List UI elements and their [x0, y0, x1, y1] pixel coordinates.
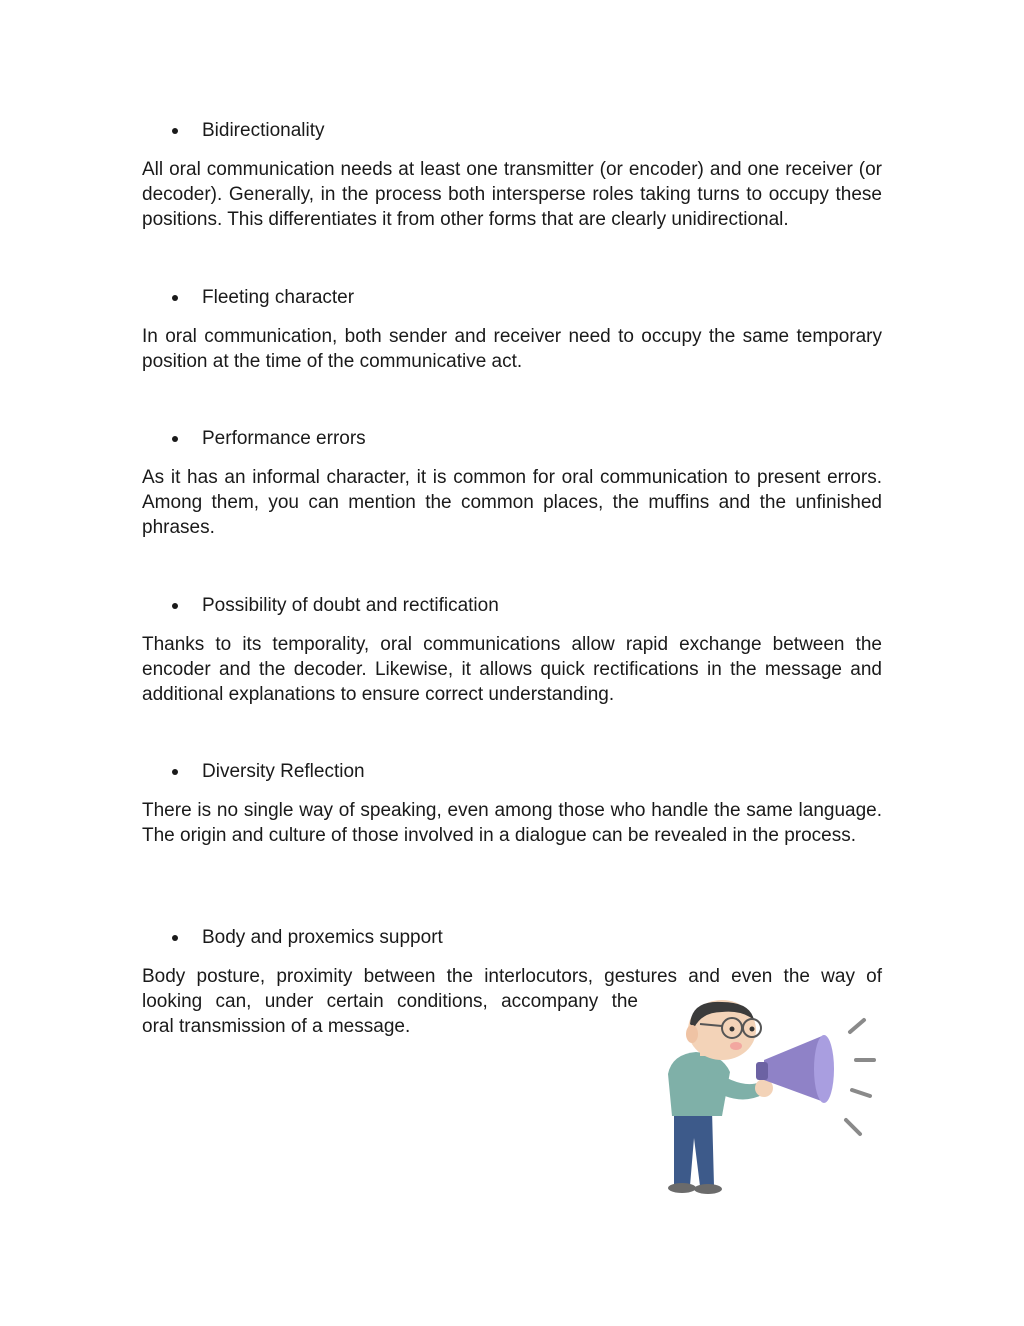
section-paragraph-line-2: looking can, under certain conditions, accompany the	[142, 991, 638, 1012]
section-heading: Diversity Reflection	[202, 761, 365, 782]
bullet-icon	[172, 436, 178, 442]
section-paragraph: There is no single way of speaking, even among those who handle the same language. The origin and culture of those involved in a dialogue can be revealed in the process.	[142, 800, 882, 846]
bullet-icon	[172, 128, 178, 134]
section-heading: Fleeting character	[202, 287, 355, 308]
man-with-megaphone-icon	[652, 998, 892, 1198]
sound-lines-icon	[846, 1020, 874, 1134]
section-paragraph-line-3: oral transmission of a message.	[142, 1016, 411, 1037]
section-doubt-rectification	[142, 593, 882, 707]
section-paragraph: In oral communication, both sender and receiver need to occupy the same temporary position at the time of the communicative act.	[142, 326, 882, 372]
section-heading: Bidirectionality	[202, 120, 325, 141]
section-fleeting-character	[142, 285, 882, 374]
bullet-icon	[172, 603, 178, 609]
bullet-icon	[172, 935, 178, 941]
section-paragraph-line-1: Body posture, proximity between the interlocutors, gestures and even the way of	[142, 966, 882, 987]
section-paragraph: Thanks to its temporality, oral communications allow rapid exchange between the encoder and the decoder. Likewise, it allows quick rectifications in the message and additional explanations to ensure correct understanding.	[142, 634, 882, 705]
bullet-item	[142, 426, 882, 452]
bullet-item	[142, 285, 882, 311]
section-paragraph: As it has an informal character, it is common for oral communication to present errors. Among them, you can mention the common places, the muffins and the unfinished phrases.	[142, 467, 882, 538]
section-bidirectionality	[142, 118, 882, 232]
section-performance-errors	[142, 426, 882, 540]
bullet-item	[142, 925, 882, 951]
section-heading: Body and proxemics support	[202, 927, 443, 948]
section-heading: Performance errors	[202, 428, 366, 449]
bullet-icon	[172, 769, 178, 775]
section-heading: Possibility of doubt and rectification	[202, 595, 499, 616]
bullet-item	[142, 118, 882, 144]
bullet-item	[142, 593, 882, 619]
section-paragraph: All oral communication needs at least one transmitter (or encoder) and one receiver (or decoder). Generally, in the process both intersperse roles taking turns to occupy these positions. This differentiates it from other forms that are clearly unidirectional.	[142, 159, 882, 230]
bullet-item	[142, 759, 882, 785]
section-diversity-reflection	[142, 759, 882, 848]
bullet-icon	[172, 295, 178, 301]
